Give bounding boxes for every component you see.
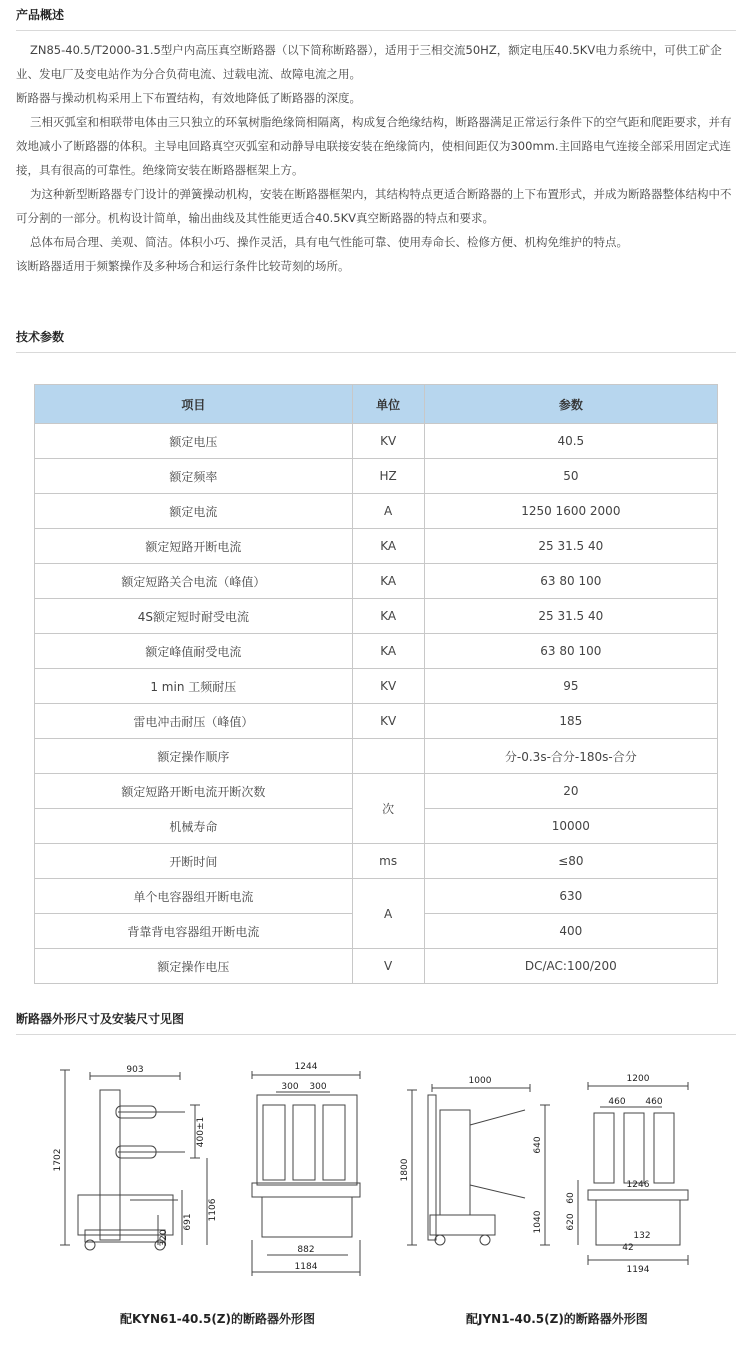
dimension-drawings [0,1050,751,1350]
cell-unit: KA [352,529,424,564]
cell-unit: ms [352,844,424,879]
cell-value: 185 [424,704,717,739]
overview-paragraph: 总体布局合理、美观、简洁。体积小巧、操作灵活，具有电气性能可靠、使用寿命长、检修方便、机构免维护的特点。 [30,235,628,249]
cell-item: 额定短路关合电流（峰值） [35,564,353,599]
dim-label: 620 [566,1213,576,1231]
cell-unit: V [352,949,424,984]
overview-paragraph: ZN85-40.5/T2000-31.5型户内高压真空断路器（以下简称断路器），适用于三相交流50HZ，额定电压40.5KV电力系统中，可供工矿企业、发电厂及变电站作为分合负荷电流、过载电流、故障电流之用。 [16,43,722,81]
dim-label: 1800 [400,1158,410,1182]
cell-value: 40.5 [424,424,717,459]
cell-item: 开断时间 [35,844,353,879]
cell-unit: KV [352,669,424,704]
dim-label: 1106 [208,1198,218,1222]
cell-value: 63 80 100 [424,564,717,599]
cell-value: 20 [424,774,717,809]
dim-label: 132 [633,1231,651,1241]
dim-label: 1200 [626,1074,650,1084]
dim-label: 903 [126,1065,144,1075]
cell-unit: KA [352,599,424,634]
table-row [35,494,718,529]
table-row [35,634,718,669]
dim-label: 60 [566,1192,576,1204]
dim-label: 460 [608,1097,626,1107]
dim-label: 42 [622,1243,634,1253]
table-row [35,529,718,564]
overview-paragraph: 三相灭弧室和相联带电体由三只独立的环氧树脂绝缘筒相隔离，构成复合绝缘结构，断路器满足正常运行条件下的空气距和爬距要求，并有效地减小了断路器的体积。主导电回路真空灭弧室和动静导电联接安装在绝缘筒内，使相间距仅为300mm.主回路电气连接全部采用固定式连接，具有很高的可靠性。绝缘筒安装在断路器框架上方。 [16,115,732,177]
divider [16,30,736,31]
dim-label: 691 [183,1213,193,1231]
jyn-side-drawing [407,1084,550,1245]
cell-unit: KV [352,424,424,459]
overview-text [16,38,738,278]
cell-item: 额定峰值耐受电流 [35,634,353,669]
cell-unit: HZ [352,459,424,494]
cell-value: 630 [424,879,717,914]
dim-label: 1184 [294,1262,318,1272]
header-value: 参数 [424,385,717,424]
cell-item: 额定电压 [35,424,353,459]
cell-value: DC/AC:100/200 [424,949,717,984]
dim-label: 882 [297,1245,315,1255]
cell-unit: KA [352,634,424,669]
cell-item: 1 min 工频耐压 [35,669,353,704]
cell-unit: A [352,879,424,949]
dim-label: 1244 [294,1062,318,1072]
cell-value: 95 [424,669,717,704]
table-row [35,599,718,634]
overview-title: 产品概述 [16,8,65,22]
cell-value: 50 [424,459,717,494]
table-row [35,459,718,494]
cell-item: 额定短路开断电流 [35,529,353,564]
dim-label: 1040 [533,1210,543,1234]
cell-item: 额定操作电压 [35,949,353,984]
divider [16,1034,736,1035]
dim-label: 1702 [53,1148,63,1172]
table-row [35,774,718,809]
cell-unit: KV [352,704,424,739]
table-row [35,949,718,984]
dim-label: 1194 [626,1265,650,1275]
dim-label: 1246 [626,1180,650,1190]
cell-value: ≤80 [424,844,717,879]
dim-label: 320 [159,1229,169,1247]
cell-item: 机械寿命 [35,809,353,844]
table-header-row [35,385,718,424]
cell-unit: 次 [352,774,424,844]
cell-item: 额定短路开断电流开断次数 [35,774,353,809]
cell-item: 背靠背电容器组开断电流 [35,914,353,949]
dim-label: 400±1 [196,1116,206,1148]
table-row [35,879,718,914]
divider [16,352,736,353]
cell-item: 额定频率 [35,459,353,494]
dim-label: 300 [309,1082,327,1092]
overview-paragraph: 为这种新型断路器专门设计的弹簧操动机构，安装在断路器框架内，其结构特点更适合断路器的上下布置形式，并成为断路器整体结构中不可分割的一部分。机构设计简单，输出曲线及其性能更适合40.5KV真空断路器的特点和要求。 [16,187,732,225]
cell-value: 10000 [424,809,717,844]
header-item: 项目 [35,385,353,424]
cell-value: 63 80 100 [424,634,717,669]
dim-label: 640 [533,1136,543,1154]
cell-item: 额定电流 [35,494,353,529]
table-row [35,844,718,879]
dimensions-title: 断路器外形尺寸及安装尺寸见图 [16,1012,185,1026]
overview-paragraph: 断路器与操动机构采用上下布置结构，有效地降低了断路器的深度。 [16,91,361,105]
table-row [35,739,718,774]
cell-item: 雷电冲击耐压（峰值） [35,704,353,739]
dim-label: 1000 [468,1076,492,1086]
cell-unit: KA [352,564,424,599]
cell-unit: A [352,494,424,529]
table-row [35,564,718,599]
tech-title: 技术参数 [16,330,65,344]
table-row [35,704,718,739]
cell-item: 单个电容器组开断电流 [35,879,353,914]
cell-value: 分-0.3s-合分-180s-合分 [424,739,717,774]
cell-value: 1250 1600 2000 [424,494,717,529]
header-unit: 单位 [352,385,424,424]
cell-value: 25 31.5 40 [424,599,717,634]
dim-label: 300 [281,1082,299,1092]
table-row [35,669,718,704]
drawing-caption: 配JYN1-40.5(Z)的断路器外形图 [466,1312,648,1326]
cell-item: 4S额定短时耐受电流 [35,599,353,634]
table-row [35,424,718,459]
drawing-caption: 配KYN61-40.5(Z)的断路器外形图 [120,1312,315,1326]
cell-unit [352,739,424,774]
params-table [34,384,718,984]
dim-label: 460 [645,1097,663,1107]
cell-item: 额定操作顺序 [35,739,353,774]
cell-value: 25 31.5 40 [424,529,717,564]
cell-value: 400 [424,914,717,949]
overview-paragraph: 该断路器适用于频繁操作及多种场合和运行条件比较苛刻的场所。 [16,259,350,273]
